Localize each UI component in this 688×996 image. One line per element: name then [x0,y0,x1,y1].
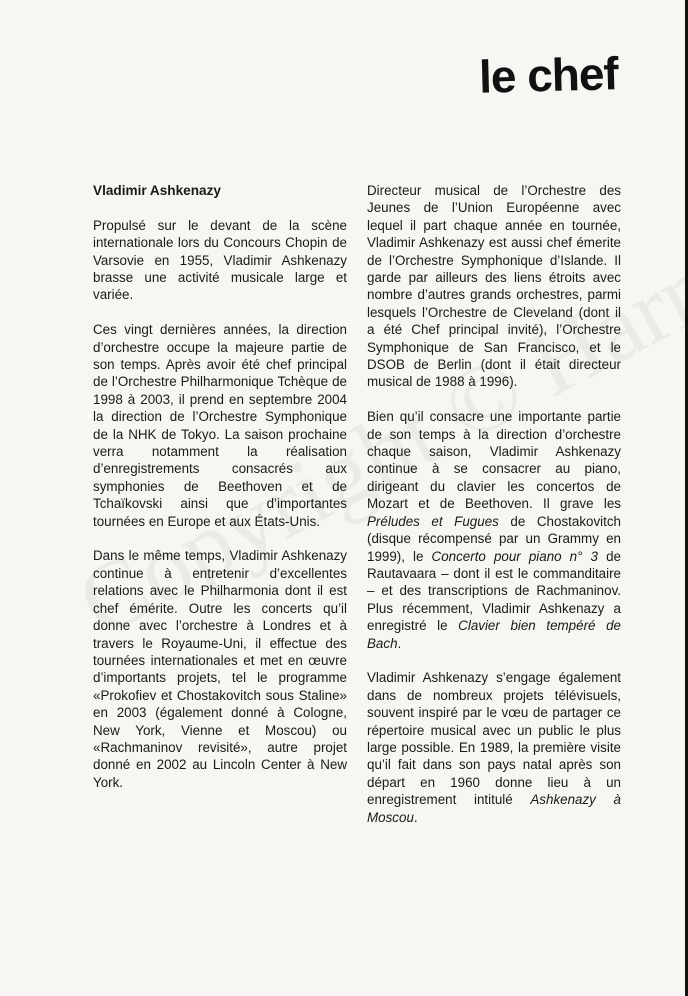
text-run: Bien qu’il consacre une importante partie de son temps à la direction d’orchestre chaque saison, Vladimir Ashkenazy continue à se consacrer au piano, dirigeant du clavier les concertos de Mozart et de Beethoven. Il grave les [367,409,621,512]
paragraph-intro: Propulsé sur le devant de la scène internationale lors du Concours Chopin de Varsovie en 1955, Vladimir Ashkenazy brasse une activité musicale large et variée. [93,217,347,303]
work-title: Concerto pour piano n° 3 [431,548,599,564]
paragraph-orchestras: Directeur musical de l’Orchestre des Jeunes de l’Union Européenne avec lequel il part chaque année en tournée, Vladimir Ashkenazy est aussi chef émerite de l’Orchestre Symphonique d’Islande. Il garde par ailleurs des liens étroits avec nombre d’autres grands orchestres, parmi lesquels l’Orchestre de Cleveland (dont il a été Chef principal invité), l’Orchestre Symphonique de San Francisco, et le DSOB de Berlin (dont il était directeur musical de 1988 à 1996). [367,183,621,390]
paragraph-philharmonia: Dans le même temps, Vladimir Ashkenazy continue à entretenir d’excellentes relations avec le Philharmonia dont il est chef émérite. Outre les concerts qu’il donne avec l’orchestre à Londres et à travers le Royaume-Uni, il effectue des tournées internationales et met en œuvre d’importants projets, tel le programme «Prokofiev et Chostakovitch sous Staline» en 2003 (également donné à Cologne, New York, Vienne et Moscou) ou «Rachmaninov revisité», autre projet donné en 2002 au Lincoln Center à New York. [93,548,347,790]
page-title: le chef [478,47,619,103]
text-run: de Chostakovitch (disque récompensé par un Grammy en 1999), le [367,513,621,564]
text-run: de Rautavaara – dont il est le commanditaire – et des transcriptions de Rachmaninov. Plus récemment, Vladimir Ashkenazy a enregistré le [367,548,621,634]
paragraph-piano [367,408,621,652]
right-column [367,182,621,843]
work-title: Préludes et Fugues [367,513,499,529]
paragraph-television [367,669,621,826]
article-heading: Vladimir Ashkenazy [93,183,221,198]
text-run: . [413,809,418,825]
work-title: Clavier bien tempéré de Bach [367,618,621,651]
text-run: . [397,635,402,651]
paragraph-conducting: Ces vingt dernières années, la direction d’orchestre occupe la majeure partie de son temps. Après avoir été chef principal de l’Orchestre Philharmonique Tchèque de 1998 à 2003, il prend en septembre 2004 la direction de l’Orchestre Symphonique de la NHK de Tokyo. La saison prochaine verra notamment la réalisation d’enregistrements consacrés aux symphonies de Beethoven et de Tchaïkovski ainsi que d’importantes tournées en Europe et aux États-Unis. [93,322,347,529]
left-column [93,182,347,809]
work-title: Ashkenazy à Moscou [367,792,621,825]
text-run: Vladimir Ashkenazy s’engage également dans de nombreux projets télévisuels, souvent inspiré par le vœu de partager ce répertoire musical avec un public le plus large possible. En 1989, la première visite qu’il fait dans son pays natal après son départ en 1960 donne lieu à un enregistrement intitulé [367,670,621,808]
